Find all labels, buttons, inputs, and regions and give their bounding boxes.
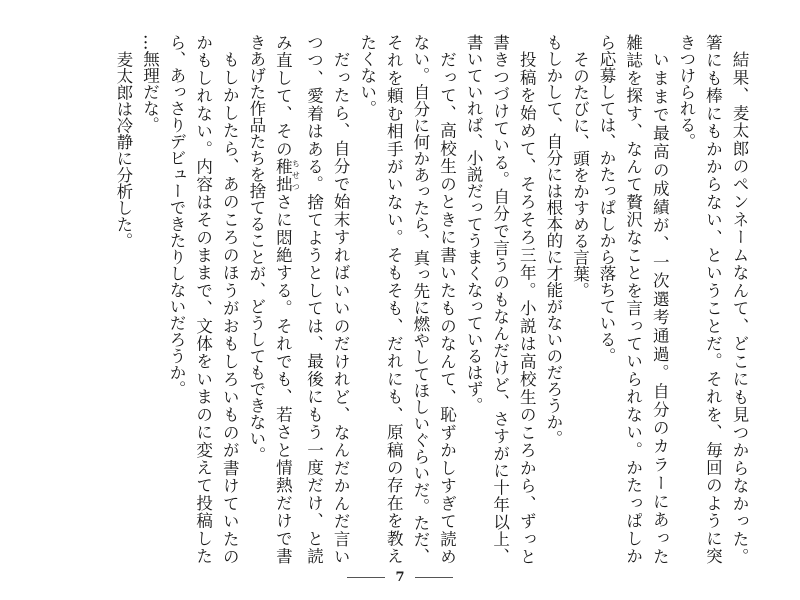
ruby-annotation: ちせつ [291, 157, 301, 193]
text-column: つつ、愛着はある。捨てようとしては、最後にもう一度だけ、と読 [304, 34, 324, 564]
text-column: ない。自分に何かあったら、真っ先に燃やしてほしいぐらいだ。ただ、 [410, 34, 430, 564]
text-column: 結果、麦太郎のペンネームなんて、どこにも見つからなかった。 [730, 50, 749, 564]
folio-rule-right [415, 577, 453, 578]
text-column: きつけられる。 [676, 34, 696, 150]
text-column: かもしれない。内容はそのままで、文体をいまのに変えて投稿した [193, 34, 213, 564]
page-number [0, 570, 800, 586]
ruby-word [273, 157, 301, 194]
text-column: もしかしたら、あのころのほうがおもしろいものが書けていたの [220, 50, 240, 564]
text-column: だって、高校生のときに書いたものなんて、恥ずかしすぎて読め [437, 50, 457, 564]
text-column: 書きつづけている。自分で言うのもなんだけど、さすがに十年以上、 [490, 34, 510, 564]
text-column: 箸にも棒にもかからない、ということだ。それを、毎回のように突 [703, 34, 723, 564]
page-number-value: 7 [395, 570, 405, 585]
text-column: 投稿を始めて、そろそろ三年。小説は高校生のころから、ずっと [517, 50, 537, 564]
text-column: ら、あっさりデビューできたりしないだろうか。 [167, 34, 187, 397]
text-column: 麦太郎は冷静に分析した。 [113, 50, 133, 249]
text-column: 雑誌を探す、なんて贅沢なことを言っていられない。かたっぱしか [623, 34, 643, 564]
text-column: …無理だな。 [140, 34, 160, 133]
ruby-base: 稚拙 [273, 157, 293, 194]
vertical-text-body [90, 34, 752, 564]
text-column: 書いていれば、小説だってうまくなっているはず。 [464, 34, 484, 414]
text-column: きあげた作品たちを捨てることが、どうしてもできない。 [246, 34, 266, 463]
text-column: もしかして、自分には根本的に才能がないのだろうか。 [543, 34, 563, 447]
text-column: そのたびに、頭をかすめる言葉。 [570, 50, 590, 298]
text-segment: み直して、その [273, 34, 293, 158]
text-column: だったら、自分で始末すればいいのだけれど、なんだかんだ言い [331, 50, 351, 564]
text-column: たくない。 [357, 34, 377, 117]
text-column: それを頼む相手がいない。そもそも、だれにも、原稿の存在を教え [384, 34, 404, 564]
text-column: いままで最高の成績が、一次選考通過。自分のカラーにあった [650, 50, 670, 564]
text-column-with-ruby [269, 34, 300, 564]
text-segment: さに悶絶する。それでも、若さと情熱だけで書 [273, 193, 293, 564]
text-column: ら応募しては、かたっぱしから落ちている。 [597, 34, 617, 364]
folio-rule-left [347, 577, 385, 578]
